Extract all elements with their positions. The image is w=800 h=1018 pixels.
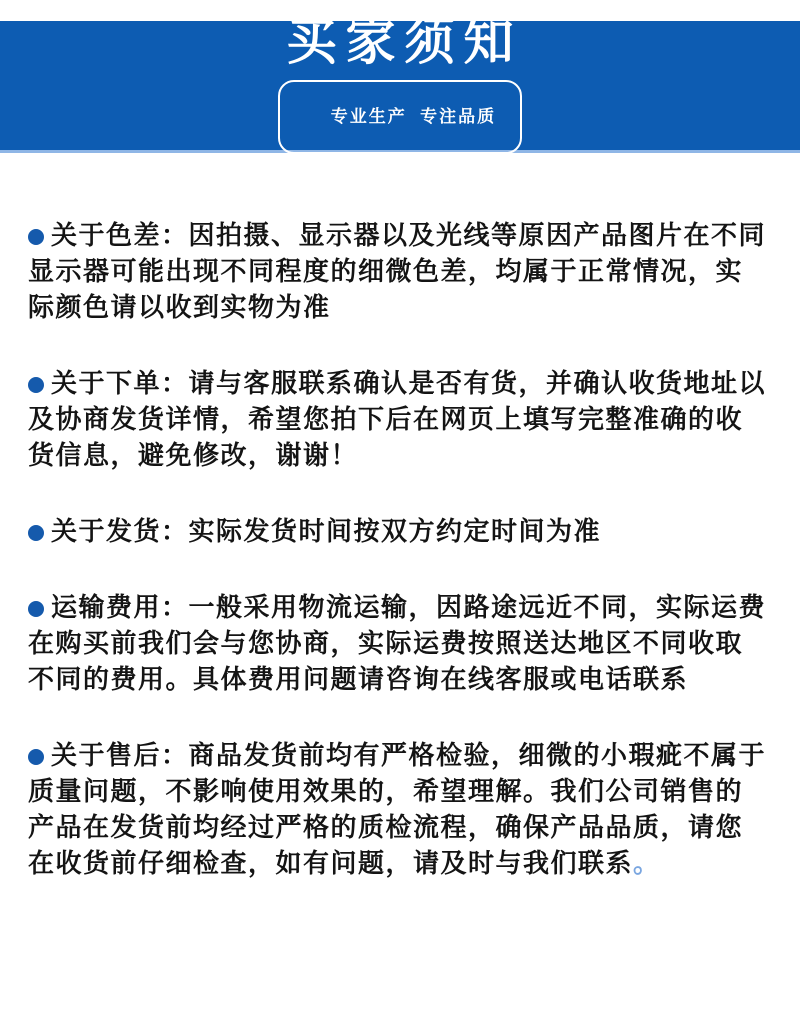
bullet-dot-icon bbox=[28, 229, 44, 245]
notice-suffix-period: 。 bbox=[633, 848, 661, 878]
notice-label: 关于发货： bbox=[51, 516, 189, 546]
bullet-dot-icon bbox=[28, 601, 44, 617]
notice-label: 关于售后： bbox=[51, 740, 189, 770]
header-banner bbox=[0, 14, 800, 153]
notice-color-difference bbox=[28, 217, 770, 325]
notice-label: 关于下单： bbox=[51, 368, 189, 398]
notices-section bbox=[0, 153, 800, 881]
notice-text: 请与客服联系确认是否有货，并确认收货地址以及协商发货详情，希望您拍下后在网页上填写完整准确的收货信息，避免修改，谢谢！ bbox=[28, 368, 767, 470]
bullet-dot-icon bbox=[28, 525, 44, 541]
bullet-dot-icon bbox=[28, 377, 44, 393]
quality-tagline-pill bbox=[278, 80, 522, 153]
notice-shipping bbox=[28, 513, 770, 549]
bullet-dot-icon bbox=[28, 749, 44, 765]
notice-text: 因拍摄、显示器以及光线等原因产品图片在不同显示器可能出现不同程度的细微色差，均属于正常情况，实际颜色请以收到实物为准 bbox=[28, 220, 767, 322]
notice-label: 运输费用： bbox=[51, 592, 189, 622]
notice-freight-cost bbox=[28, 589, 770, 697]
notice-text: 商品发货前均有严格检验，细微的小瑕疵不属于质量问题，不影响使用效果的，希望理解。我们公司销售的产品在发货前均经过严格的质检流程，确保产品品质，请您在收货前仔细检查，如有问题，请及时与我们联系 bbox=[28, 740, 767, 878]
notice-label: 关于色差： bbox=[51, 220, 189, 250]
page-title: 买家须知 bbox=[286, 14, 523, 71]
notice-text: 一般采用物流运输，因路途远近不同，实际运费在购买前我们会与您协商，实际运费按照送达地区不同收取不同的费用。具体费用问题请咨询在线客服或电话联系 bbox=[28, 592, 767, 694]
notice-text: 实际发货时间按双方约定时间为准 bbox=[188, 516, 602, 546]
notice-ordering bbox=[28, 365, 770, 473]
quality-tagline: 专业生产 专注品质 bbox=[330, 106, 497, 126]
notice-after-sales bbox=[28, 737, 770, 881]
